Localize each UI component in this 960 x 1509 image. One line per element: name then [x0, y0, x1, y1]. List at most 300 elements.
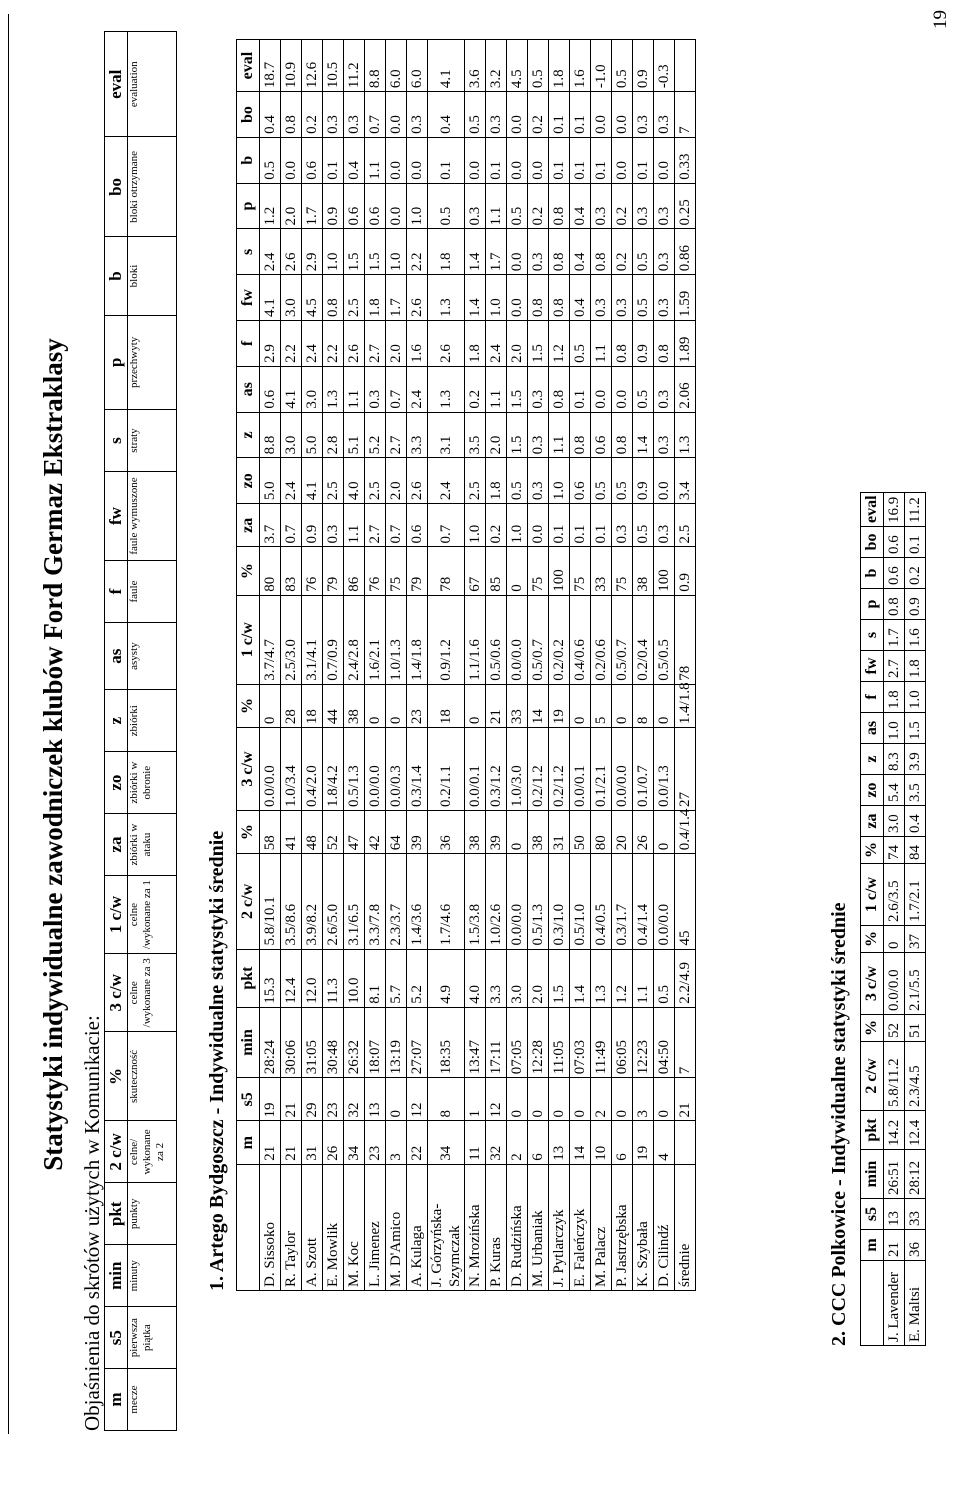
stat-cell: 0.9 [633, 321, 654, 367]
stat-cell: 0.0 [386, 183, 407, 229]
stat-cell: 0.3/1.4 [407, 728, 428, 811]
stat-cell: 0.0 [507, 137, 528, 183]
column-header: f [237, 321, 260, 367]
stat-cell: 79 [323, 547, 344, 595]
stat-cell: 0.5/0.5 [654, 595, 675, 684]
stat-cell: 16.9 [884, 493, 905, 527]
stat-cell: 0.9 [905, 589, 926, 620]
stat-cell: 0 [654, 684, 675, 727]
stat-cell: 1.8 [465, 321, 486, 367]
table-row [507, 40, 528, 1291]
stat-cell: 2.5 [465, 458, 486, 504]
stat-cell: 47 [344, 810, 365, 853]
section-2-title: 2. CCC Polkowice - Indywidualne statystyki średnie [828, 902, 850, 1346]
stat-cell: 75 [612, 547, 633, 595]
stat-cell: 28 [281, 684, 302, 727]
stat-cell: 0.0 [507, 92, 528, 138]
stat-cell: 0.6 [570, 458, 591, 504]
stat-cell: 1.8 [486, 458, 507, 504]
stat-cell: 100 [654, 547, 675, 595]
section-1-title: 1. Artego Bydgoszcz - Indywidualne statystyki średnie [206, 830, 228, 1291]
page-number: 19 [930, 10, 951, 29]
legend-description: bloki otrzymane [128, 137, 177, 237]
stat-cell: 5.1 [344, 412, 365, 458]
stat-cell: 0.5 [465, 92, 486, 138]
legend-abbrev: fw [105, 471, 128, 560]
stat-cell: 0 [884, 926, 905, 953]
stat-cell: 0.8 [884, 589, 905, 620]
stat-cell: 8.3 [884, 744, 905, 775]
stat-cell: 0.7 [365, 92, 386, 138]
header-row [237, 40, 260, 1291]
stat-cell: 0 [386, 684, 407, 727]
section-1-stats-table [236, 39, 696, 1291]
column-header: bo [861, 527, 884, 558]
stat-cell: 11.3 [323, 949, 344, 1007]
stat-cell: 76 [302, 547, 323, 595]
stat-cell: 80 [591, 810, 612, 853]
stat-cell: 5.7 [386, 949, 407, 1007]
stat-cell: 2.9 [260, 321, 281, 367]
stat-cell: -1.0 [591, 40, 612, 92]
stat-cell: 1.0 [486, 275, 507, 321]
stat-cell: 0.5/1.3 [344, 728, 365, 811]
stat-cell: 1.2 [260, 183, 281, 229]
stat-cell: 0 [507, 810, 528, 853]
legend-description: przechwyty [128, 315, 177, 409]
stat-cell: 0.1/2.1 [591, 728, 612, 811]
stat-cell: 1.7/4.6 [428, 854, 465, 949]
table-row [633, 40, 654, 1291]
stat-cell: 0.1 [591, 137, 612, 183]
stat-cell: 10.0 [344, 949, 365, 1007]
stat-cell: 14 [570, 1121, 591, 1164]
stat-cell: 19 [260, 1078, 281, 1121]
stat-cell: 1.0 [407, 183, 428, 229]
stat-cell: 0.5 [654, 949, 675, 1007]
stat-cell: 2.1/5.5 [905, 953, 926, 1015]
stat-cell: 0.3 [486, 92, 507, 138]
table-row [407, 40, 428, 1291]
column-header: as [237, 366, 260, 412]
stat-cell: 13 [884, 1199, 905, 1230]
stat-cell: 0.6 [884, 527, 905, 558]
player-name: A. Szott [302, 1164, 323, 1290]
stat-cell: 0.6 [302, 137, 323, 183]
stat-cell: 0.3 [654, 92, 675, 138]
stat-cell: 1.0 [884, 713, 905, 744]
stat-cell: 58 [260, 810, 281, 853]
legend-abbrev: min [105, 1245, 128, 1307]
player-name: K. Szybała [633, 1164, 654, 1290]
stat-cell: 0.6 [365, 183, 386, 229]
stat-cell: 13 [549, 1121, 570, 1164]
legend-description: celne /wykonane za 3 [128, 954, 177, 1032]
player-name: E. Faleńczyk [570, 1164, 591, 1290]
stat-cell: 0.5 [612, 458, 633, 504]
stat-cell: 0.9/1.2 [428, 595, 465, 684]
stat-cell: 5.0 [260, 458, 281, 504]
stat-cell: 2.06 [675, 366, 696, 412]
stat-cell: 33 [905, 1199, 926, 1230]
stat-cell: 33 [591, 547, 612, 595]
stat-cell: 3.5 [465, 412, 486, 458]
stat-cell: 0.5/0.7 [528, 595, 549, 684]
column-header: % [861, 1015, 884, 1042]
stat-cell: 0.5 [428, 183, 465, 229]
stat-cell: 3.3 [486, 949, 507, 1007]
stat-cell: 31:05 [302, 1007, 323, 1078]
stat-cell: 0.0 [507, 229, 528, 275]
stat-cell: 0.3 [654, 275, 675, 321]
stat-cell: 12.0 [302, 949, 323, 1007]
stat-cell: 0.6 [884, 558, 905, 589]
table-row [654, 40, 675, 1291]
stat-cell: 1.5 [549, 949, 570, 1007]
stat-cell: 23 [407, 684, 428, 727]
stat-cell: 83 [281, 547, 302, 595]
player-name: L. Jimenez [365, 1164, 386, 1290]
stat-cell: 12 [407, 1078, 428, 1121]
stat-cell: 8 [633, 684, 654, 727]
stat-cell: 1.8 [365, 275, 386, 321]
stat-cell: 0.4/1.4 [675, 810, 696, 853]
stat-cell: 0 [570, 684, 591, 727]
stat-cell: 38 [528, 810, 549, 853]
stat-cell: 14 [528, 684, 549, 727]
stat-cell: 0.0 [507, 275, 528, 321]
stat-cell: 0.1 [323, 137, 344, 183]
stat-cell: 3.0 [302, 366, 323, 412]
legend-description: bloki [128, 237, 177, 315]
stat-cell: 11:05 [549, 1007, 570, 1078]
stat-cell: 0.5/0.6 [486, 595, 507, 684]
legend-abbrev: 2 c/w [105, 1121, 128, 1183]
stat-cell: 1.5 [365, 229, 386, 275]
table-row [549, 40, 570, 1291]
stat-cell: 1.6 [905, 620, 926, 651]
stat-cell: 29 [302, 1078, 323, 1121]
stat-cell: 2.7 [365, 504, 386, 547]
stat-cell: 3.0 [884, 806, 905, 837]
stat-cell: 3.5/8.6 [281, 854, 302, 949]
stat-cell: 1.1 [365, 137, 386, 183]
stat-cell: 19 [549, 684, 570, 727]
column-header: p [237, 183, 260, 229]
stat-cell: 07:03 [570, 1007, 591, 1078]
stat-cell: 0.5 [260, 137, 281, 183]
stat-cell: 2.4/2.8 [344, 595, 365, 684]
stat-cell: 1.1 [633, 949, 654, 1007]
stat-cell: 0.1 [549, 92, 570, 138]
column-header: fw [237, 275, 260, 321]
table-row [281, 40, 302, 1291]
stat-cell: 1.4 [633, 412, 654, 458]
stat-cell: 0.3 [612, 504, 633, 547]
stat-cell: 7 [675, 92, 696, 138]
stat-cell: 0.5 [633, 366, 654, 412]
stat-cell: 0.1 [570, 137, 591, 183]
stat-cell: 18 [302, 684, 323, 727]
stat-cell: 0.4/0.5 [591, 854, 612, 949]
stat-cell: 4.1 [428, 40, 465, 92]
stat-cell: 4.5 [302, 275, 323, 321]
stat-cell: 0.5 [528, 40, 549, 92]
column-header: as [861, 713, 884, 744]
column-header: s [237, 229, 260, 275]
stat-cell: 1.4/3.6 [407, 854, 428, 949]
stat-cell: 32 [344, 1078, 365, 1121]
stat-cell: 4 [654, 1121, 675, 1164]
stat-cell: 3.7/4.7 [260, 595, 281, 684]
stat-cell: 12:28 [528, 1007, 549, 1078]
stat-cell: 0.3 [528, 229, 549, 275]
stat-cell: 0.5 [633, 275, 654, 321]
stat-cell: 10.9 [281, 40, 302, 92]
column-header: % [861, 837, 884, 864]
stat-cell: 0 [570, 1078, 591, 1121]
stat-cell: 0 [612, 684, 633, 727]
legend-description: straty [128, 410, 177, 472]
player-name: E. Maltsi [905, 1261, 926, 1346]
column-header: p [861, 589, 884, 620]
stat-cell: 0.7 [386, 366, 407, 412]
stat-cell: 06:05 [612, 1007, 633, 1078]
stat-cell: 26:51 [884, 1150, 905, 1199]
stat-cell: 15.3 [260, 949, 281, 1007]
stat-cell: 2.9 [302, 229, 323, 275]
stat-cell: 0.0/0.0 [612, 728, 633, 811]
stat-cell: 1.3 [675, 412, 696, 458]
stat-cell: 2.5 [365, 458, 386, 504]
stat-cell: 4.1 [302, 458, 323, 504]
stat-cell: 28:12 [905, 1150, 926, 1199]
stat-cell: 0.3 [591, 183, 612, 229]
stat-cell: 0.5 [633, 229, 654, 275]
legend-description: skuteczność [128, 1032, 177, 1121]
stat-cell: 2.2/4.9 [675, 949, 696, 1007]
stat-cell: 2 [507, 1121, 528, 1164]
stat-cell: 0.0/0.1 [465, 728, 486, 811]
stat-cell: 0.0/0.1 [570, 728, 591, 811]
stat-cell: 0.8 [570, 412, 591, 458]
stat-cell: 3.7 [260, 504, 281, 547]
stat-cell: 1.2 [612, 949, 633, 1007]
stat-cell: 0.3 [654, 183, 675, 229]
column-header: 1 c/w [861, 864, 884, 926]
stat-cell: 0.3 [528, 366, 549, 412]
player-name: N. Mrozińska [465, 1164, 486, 1290]
stat-cell: 0.4/0.6 [570, 595, 591, 684]
stat-cell: 21 [884, 1230, 905, 1261]
table-row [465, 40, 486, 1291]
stat-cell: 12.6 [302, 40, 323, 92]
stat-cell: 1.0 [549, 458, 570, 504]
stat-cell: 22 [407, 1121, 428, 1164]
stat-cell: 2 [591, 1078, 612, 1121]
stat-cell: 1.0/2.6 [486, 854, 507, 949]
stat-cell: 0.5 [570, 321, 591, 367]
stat-cell: 0.2 [612, 183, 633, 229]
stat-cell: 1.4 [465, 229, 486, 275]
stat-cell: 3.0 [281, 412, 302, 458]
stat-cell: 1.5 [905, 713, 926, 744]
stat-cell: 2.0 [507, 321, 528, 367]
table-row [591, 40, 612, 1291]
column-header: s [861, 620, 884, 651]
stat-cell: 0.3 [465, 183, 486, 229]
stat-cell: 5.0 [302, 412, 323, 458]
stat-cell: 0.2/0.4 [633, 595, 654, 684]
stat-cell: 75 [570, 547, 591, 595]
stat-cell: 0.4 [344, 137, 365, 183]
stat-cell: 6.0 [386, 40, 407, 92]
column-header: pkt [237, 949, 260, 1007]
column-header: % [237, 547, 260, 595]
column-header: eval [237, 40, 260, 92]
stat-cell: 27 [675, 728, 696, 811]
stat-cell: 3 [386, 1121, 407, 1164]
stat-cell: 21 [486, 684, 507, 727]
stat-cell: 0.0 [386, 92, 407, 138]
legend-description: zbiórki w ataku [128, 814, 177, 876]
table-row [612, 40, 633, 1291]
stat-cell: 0.0/0.0 [507, 854, 528, 949]
legend-abbrev: m [105, 1369, 128, 1431]
stat-cell: 0.9 [633, 40, 654, 92]
stat-cell: 2.4 [302, 321, 323, 367]
column-header: z [861, 744, 884, 775]
column-header: b [237, 137, 260, 183]
stat-cell: 52 [884, 1015, 905, 1042]
stat-cell: 36 [905, 1230, 926, 1261]
header-row [861, 493, 884, 1346]
legend-description: faule [128, 561, 177, 623]
table-row [323, 40, 344, 1291]
column-header: zo [861, 775, 884, 806]
stat-cell: 0.0/0.3 [386, 728, 407, 811]
stat-cell: 2.5/3.0 [281, 595, 302, 684]
legend-abbrev: eval [105, 32, 128, 137]
stat-cell [675, 40, 696, 92]
player-name: średnie [675, 1164, 696, 1290]
stat-cell: 0 [507, 1078, 528, 1121]
player-name: M. D'Amico [386, 1164, 407, 1290]
legend-description: zbiórki [128, 690, 177, 752]
legend-abbrev: z [105, 690, 128, 752]
stat-cell: 31 [302, 1121, 323, 1164]
stat-cell: 3.5 [905, 775, 926, 806]
stat-cell: 39 [486, 810, 507, 853]
stat-cell: 0.2/1.1 [428, 728, 465, 811]
column-header: 3 c/w [237, 728, 260, 811]
stat-cell: 0.7/0.9 [323, 595, 344, 684]
stat-cell: 0.4 [428, 92, 465, 138]
stat-cell: 48 [302, 810, 323, 853]
stat-cell: 0.1 [549, 504, 570, 547]
stat-cell: 13:47 [465, 1007, 486, 1078]
stat-cell: 4.1 [281, 366, 302, 412]
stat-cell: 31 [549, 810, 570, 853]
stat-cell: 0.2 [302, 92, 323, 138]
stat-cell: 3.9 [905, 744, 926, 775]
stat-cell: 0.3 [591, 275, 612, 321]
stat-cell: 1.4 [570, 949, 591, 1007]
player-name: D. Cilindź [654, 1164, 675, 1290]
stat-cell: 0.7 [281, 504, 302, 547]
stat-cell: 0 [528, 1078, 549, 1121]
player-name: P. Jastrzębska [612, 1164, 633, 1290]
column-header [861, 1261, 884, 1346]
stat-cell: 0.4/1.4 [633, 854, 654, 949]
stat-cell: 0.8 [612, 412, 633, 458]
stat-cell: 74 [884, 837, 905, 864]
stat-cell: 3.1/4.1 [302, 595, 323, 684]
stat-cell: 0.4/2.0 [302, 728, 323, 811]
stat-cell: 0.0 [612, 137, 633, 183]
stat-cell: 1.5 [528, 321, 549, 367]
stat-cell: 0.2/1.2 [528, 728, 549, 811]
stat-cell: 1.7 [486, 229, 507, 275]
stat-cell: 80 [260, 547, 281, 595]
stat-cell: 86 [344, 547, 365, 595]
table-row [428, 40, 465, 1291]
stat-cell: 0.2 [905, 558, 926, 589]
stat-cell: 04:50 [654, 1007, 675, 1078]
stat-cell: 0.6 [407, 504, 428, 547]
legend-abbrev: s5 [105, 1307, 128, 1369]
stat-cell: 12.4 [905, 1111, 926, 1150]
stat-cell: 3.3 [407, 412, 428, 458]
stat-cell: 0.2/0.6 [591, 595, 612, 684]
stat-cell: 0.4 [570, 183, 591, 229]
stat-cell: 0.0 [528, 504, 549, 547]
column-header: 1 c/w [237, 595, 260, 684]
stat-cell: 0.0 [654, 458, 675, 504]
stat-cell: 2.4 [260, 229, 281, 275]
legend-abbrev: bo [105, 137, 128, 237]
stat-cell: 0 [260, 684, 281, 727]
stat-cell: 2.0 [281, 183, 302, 229]
player-name: J. Lavender [884, 1261, 905, 1346]
stat-cell: 78 [675, 595, 696, 684]
stat-cell: 0.8 [323, 275, 344, 321]
stat-cell: 0.2/1.2 [549, 728, 570, 811]
stat-cell: 1.1 [549, 412, 570, 458]
column-header: f [861, 682, 884, 713]
player-name: R. Taylor [281, 1164, 302, 1290]
stat-cell: 1.4/1.8 [675, 684, 696, 727]
stat-cell: 0.4 [570, 275, 591, 321]
stat-cell: 21 [281, 1121, 302, 1164]
abbreviation-legend-table [104, 31, 177, 1431]
stat-cell: 0.0/0.0 [365, 728, 386, 811]
stat-cell: 5 [591, 684, 612, 727]
stat-cell: 0.6 [591, 412, 612, 458]
stat-cell: 12:23 [633, 1007, 654, 1078]
stat-cell: 0.1 [633, 137, 654, 183]
stat-cell: 23 [365, 1121, 386, 1164]
stat-cell: 2.3/3.7 [386, 854, 407, 949]
stat-cell: 0.0 [281, 137, 302, 183]
stat-cell: 0.3 [654, 366, 675, 412]
stat-cell: 2.0 [386, 321, 407, 367]
stat-cell: 0.8 [591, 229, 612, 275]
column-header: % [237, 684, 260, 727]
stat-cell: 0.0 [612, 366, 633, 412]
stat-cell: 28:24 [260, 1007, 281, 1078]
column-header: min [237, 1007, 260, 1078]
